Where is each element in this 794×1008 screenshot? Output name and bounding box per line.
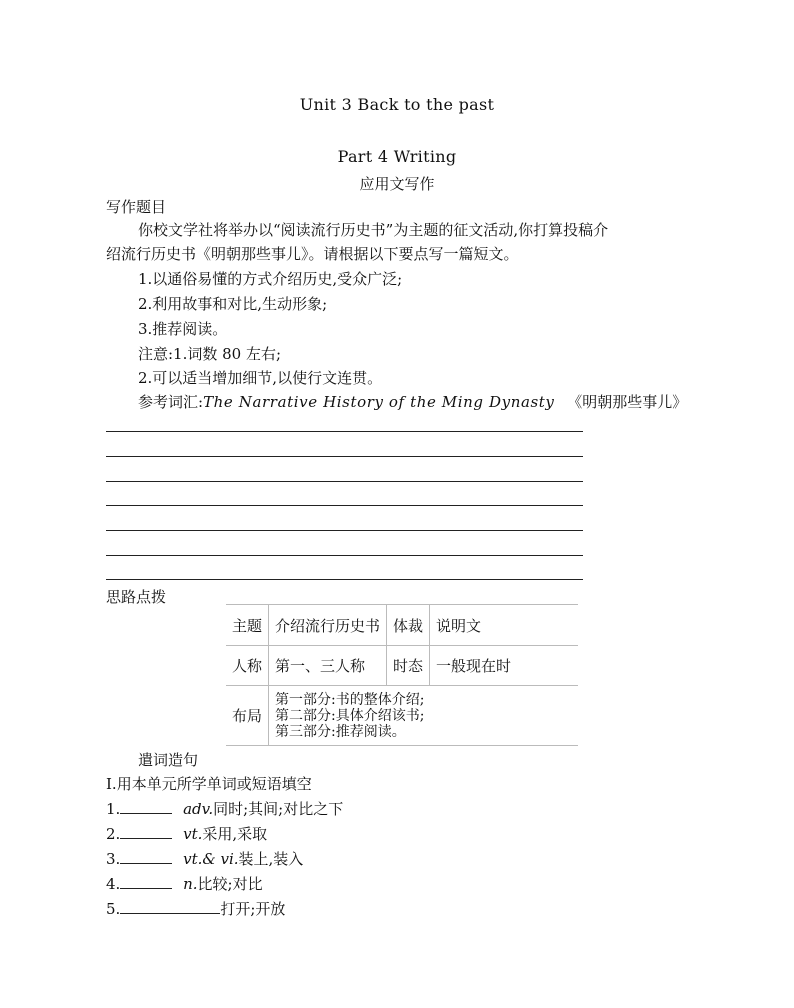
section-subtitle: 应用文写作 — [359, 175, 435, 193]
answer-line[interactable] — [106, 530, 583, 531]
vocab-heading: 遣词造句 — [138, 751, 199, 769]
task-point-2: 2.利用故事和对比,生动形象; — [138, 295, 328, 313]
answer-line[interactable] — [106, 505, 583, 506]
answer-line[interactable] — [106, 456, 583, 457]
person-value: 第一、三人称 — [269, 646, 387, 686]
vocab-item — [106, 823, 267, 844]
task-point-3: 3.推荐阅读。 — [138, 320, 228, 338]
person-label: 人称 — [226, 646, 269, 686]
thinking-table — [226, 604, 578, 746]
item-number: 3. — [106, 850, 121, 868]
reference-label: 参考词汇: — [138, 393, 204, 411]
thinking-heading: 思路点拨 — [106, 588, 167, 606]
answer-blank[interactable] — [120, 874, 172, 889]
task-intro-line-2: 绍流行历史书《明朝那些事儿》。请根据以下要点写一篇短文。 — [106, 245, 519, 263]
tense-value: 一般现在时 — [430, 646, 579, 686]
answer-line[interactable] — [106, 431, 583, 432]
answer-line[interactable] — [106, 555, 583, 556]
task-intro-line-1: 你校文学社将举办以“阅读流行历史书”为主题的征文活动,你打算投稿介 — [138, 221, 609, 239]
vocab-item — [106, 798, 343, 819]
answer-blank[interactable] — [120, 799, 172, 814]
unit-title: Unit 3 Back to the past — [299, 95, 495, 114]
part-of-speech: adv. — [183, 800, 214, 818]
task-point-1: 1.以通俗易懂的方式介绍历史,受众广泛; — [138, 270, 403, 288]
layout-line: 第二部分:具体介绍该书; — [275, 707, 425, 724]
item-number: 4. — [106, 875, 121, 893]
task-note-1: 注意:1.词数 80 左右; — [138, 345, 282, 363]
answer-line[interactable] — [106, 481, 583, 482]
task-heading: 写作题目 — [106, 198, 167, 216]
item-number: 5. — [106, 900, 121, 918]
part-title: Part 4 Writing — [337, 147, 457, 166]
part-of-speech: n. — [183, 875, 198, 893]
reference-vocab — [138, 391, 687, 412]
theme-label: 主题 — [226, 605, 269, 646]
item-number: 1. — [106, 800, 121, 818]
item-meaning: 同时;其间;对比之下 — [213, 800, 344, 818]
vocab-item — [106, 848, 303, 869]
answer-blank[interactable] — [120, 824, 172, 839]
layout-content — [269, 686, 579, 746]
vocab-item — [106, 898, 285, 919]
item-meaning: 采用,采取 — [202, 825, 268, 843]
item-number: 2. — [106, 825, 121, 843]
answer-blank[interactable] — [120, 899, 220, 914]
vocab-section-title: Ⅰ.用本单元所学单词或短语填空 — [106, 775, 312, 793]
tense-label: 时态 — [387, 646, 430, 686]
item-meaning: 比较;对比 — [197, 875, 263, 893]
reference-chinese: 《明朝那些事儿》 — [567, 393, 688, 411]
layout-line: 第三部分:推荐阅读。 — [275, 723, 406, 740]
theme-value: 介绍流行历史书 — [269, 605, 387, 646]
item-meaning: 打开;开放 — [220, 900, 286, 918]
part-of-speech: vt.& vi. — [183, 850, 239, 868]
genre-label: 体裁 — [387, 605, 430, 646]
part-of-speech: vt. — [183, 825, 203, 843]
answer-line[interactable] — [106, 579, 583, 580]
task-note-2: 2.可以适当增加细节,以使行文连贯。 — [138, 369, 383, 387]
layout-line: 第一部分:书的整体介绍; — [275, 691, 425, 708]
vocab-item — [106, 873, 263, 894]
reference-english: The Narrative History of the Ming Dynasty — [203, 393, 555, 411]
answer-blank[interactable] — [120, 849, 172, 864]
layout-label: 布局 — [226, 686, 269, 746]
item-meaning: 装上,装入 — [238, 850, 304, 868]
genre-value: 说明文 — [430, 605, 579, 646]
